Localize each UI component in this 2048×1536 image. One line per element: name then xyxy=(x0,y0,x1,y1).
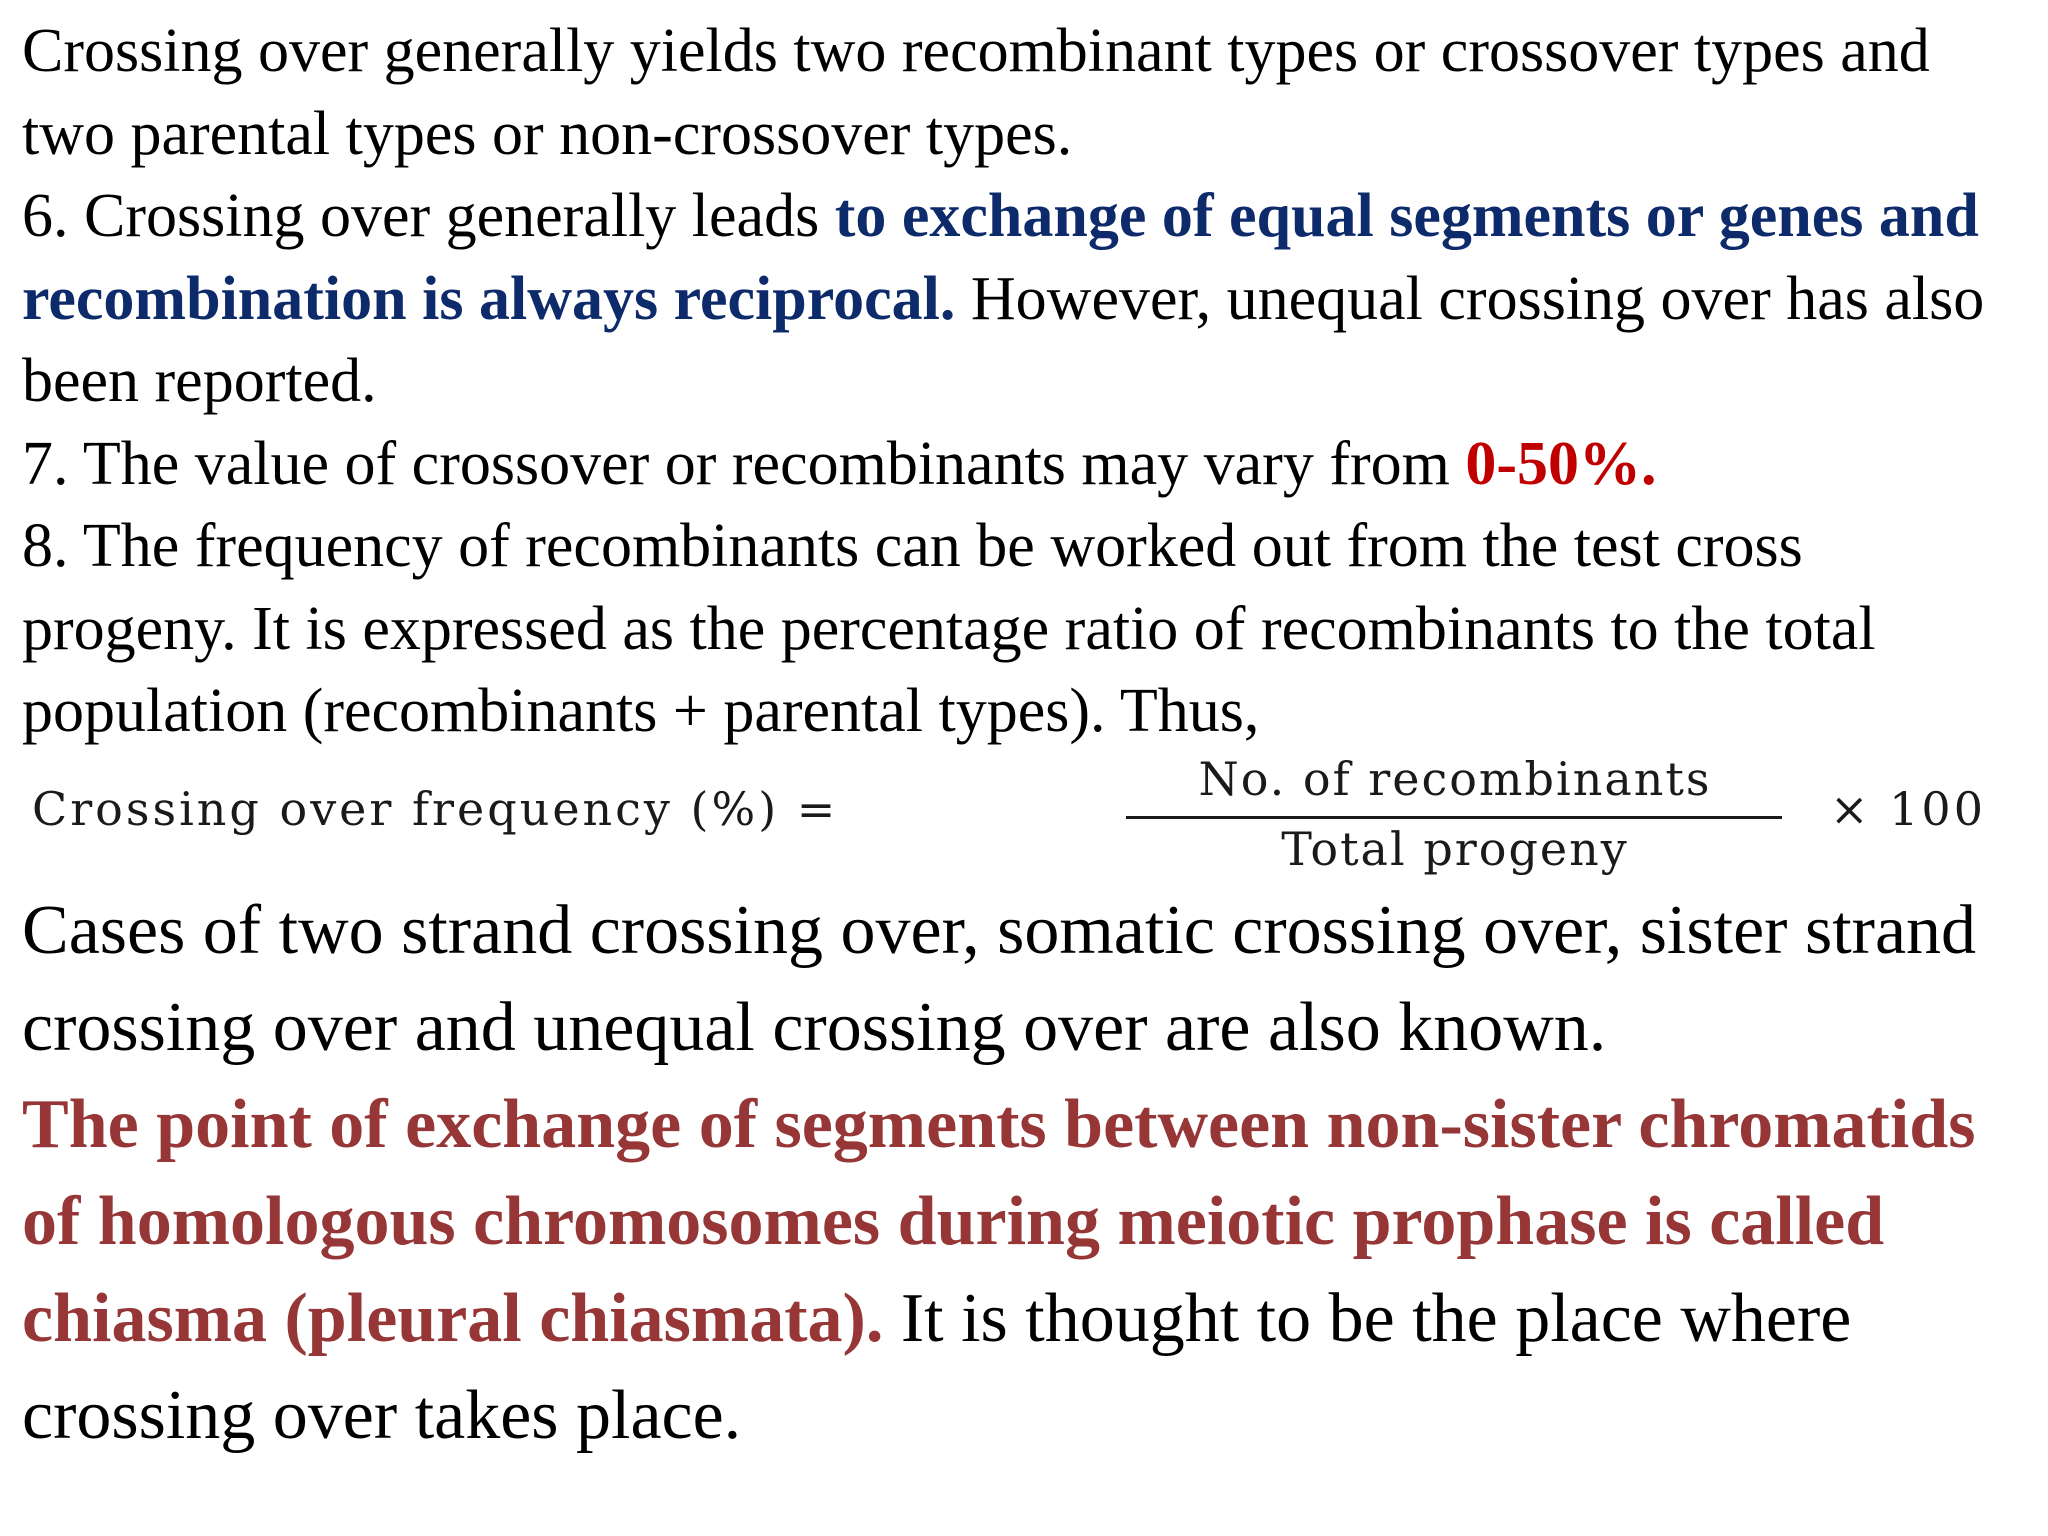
formula-multiplier: × 100 xyxy=(1830,782,1986,836)
upper-text-block xyxy=(22,10,2032,753)
lower-text-block xyxy=(22,882,2032,1464)
paragraph-chiasma xyxy=(22,1076,2032,1464)
point-6-highlight-text: to exchange of equal segments or genes and recombination is always reciprocal. xyxy=(22,182,1979,333)
paragraph-point-6 xyxy=(22,175,2032,423)
chiasma-definition-text: The point of exchange of segments between non-sister chromatids of homologous chromosomes during meiotic prophase is called chiasma (pleural chiasmata). xyxy=(22,1086,1976,1357)
cases-text: Cases of two strand crossing over, somatic crossing over, sister strand crossing over and unequal crossing over are also known. xyxy=(22,892,1977,1066)
point-8-text: 8. The frequency of recombinants can be worked out from the test cross progeny. It is expressed as the percentage ratio of recombinants to the total population (recombinants + parental types). Thus, xyxy=(22,512,1876,745)
crossing-over-frequency-formula xyxy=(0,752,2048,882)
formula-numerator: No. of recombinants xyxy=(1198,752,1712,806)
formula-denominator: Total progeny xyxy=(1281,822,1629,876)
paragraph-cases xyxy=(22,882,2032,1076)
paragraph-crossover-types-text: Crossing over generally yields two recombinant types or crossover types and two parental types or non-crossover types. xyxy=(22,17,1930,168)
paragraph-point-7 xyxy=(22,423,2032,506)
point-7-highlight-value: 0-50%. xyxy=(1465,429,1657,498)
paragraph-crossover-types xyxy=(22,10,2032,175)
point-7-start-text: 7. The value of crossover or recombinants may vary from xyxy=(22,429,1466,498)
point-6-start-text: 6. Crossing over generally leads xyxy=(22,182,835,250)
paragraph-point-8 xyxy=(22,505,2032,753)
formula-left-side: Crossing over frequency (%) = xyxy=(32,782,839,836)
chiasma-end-text: It is thought to be the place where crossing over takes place. xyxy=(22,1280,1852,1454)
formula-fraction-bar xyxy=(1126,816,1782,819)
point-6-end-text: However, unequal crossing over has also been reported. xyxy=(22,264,1985,415)
